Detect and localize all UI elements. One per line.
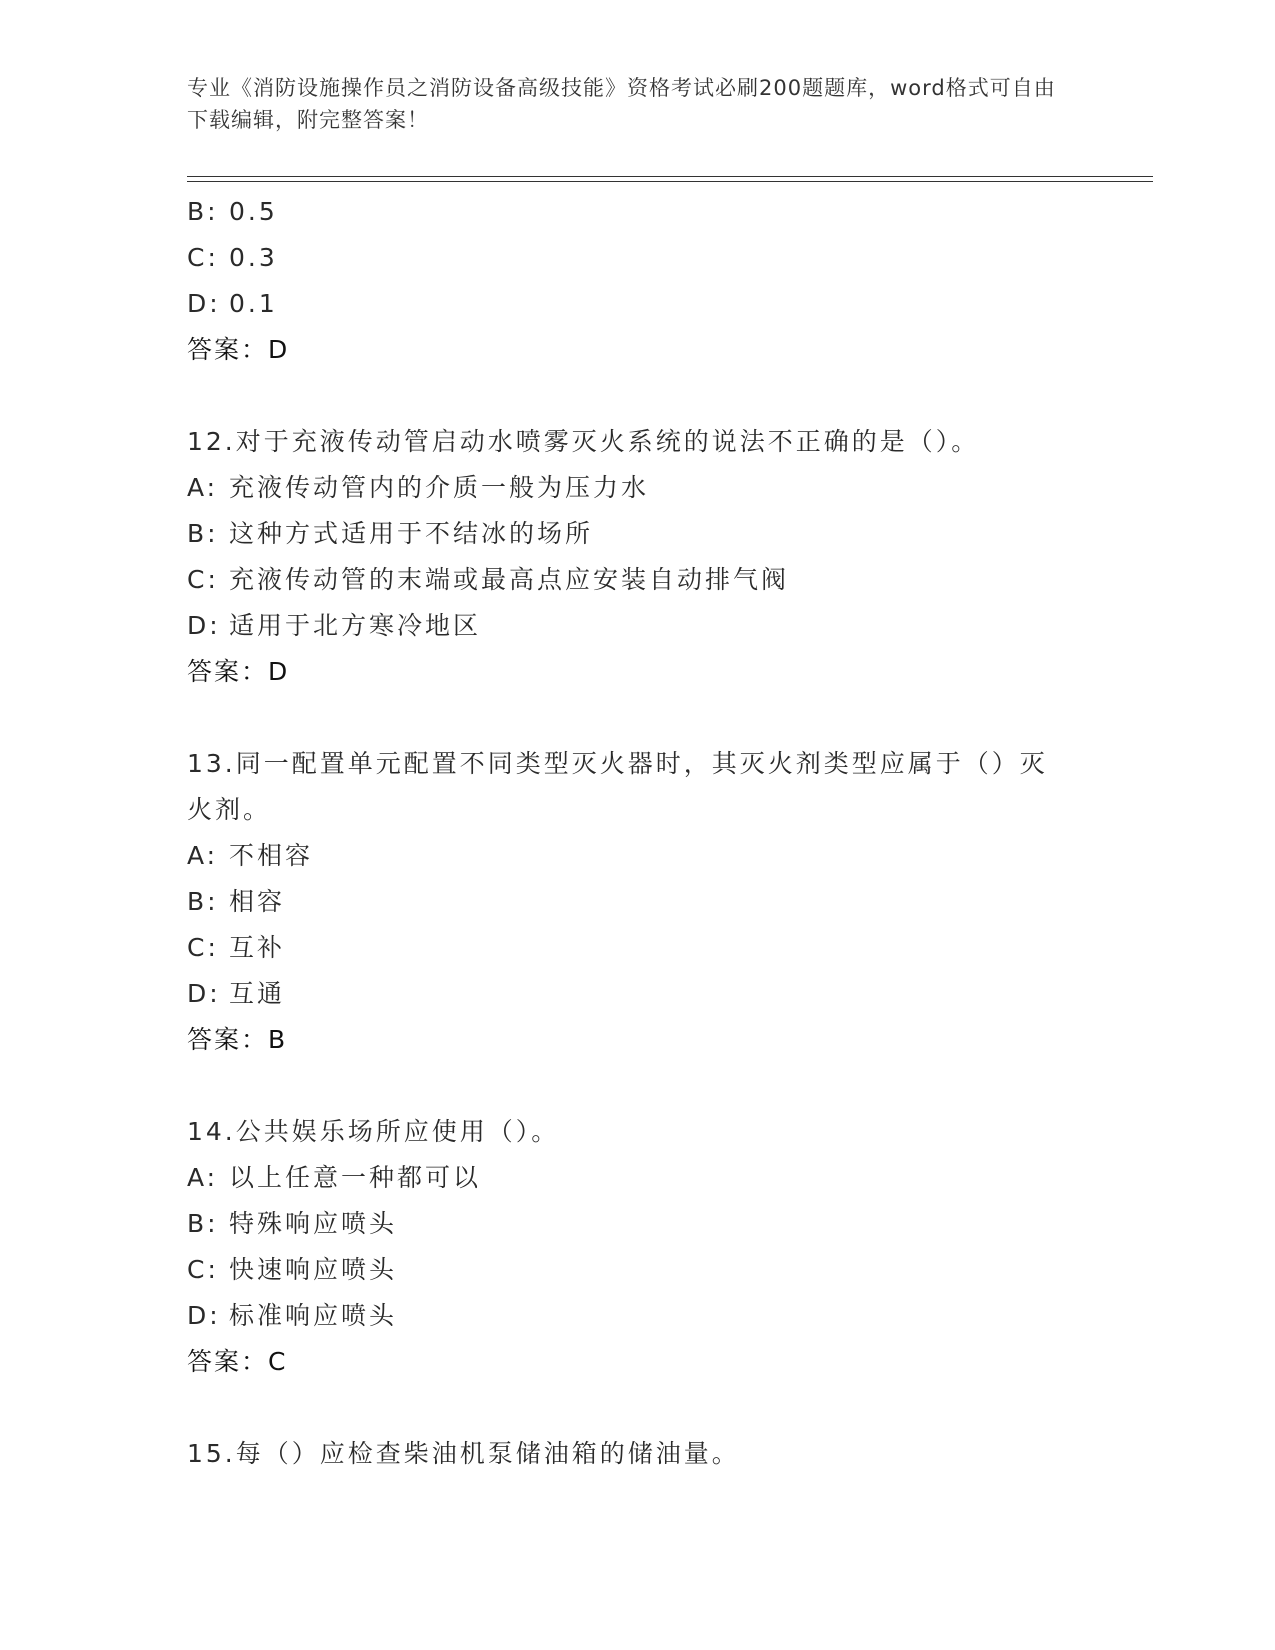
option-c: C: 互补 — [187, 933, 286, 962]
option-b: B: 0.5 — [187, 197, 278, 226]
question-text: 13.同一配置单元配置不同类型灭火器时，其灭火剂类型应属于（）灭火剂。 — [187, 749, 1048, 824]
question-text: 12.对于充液传动管启动水喷雾灭火系统的说法不正确的是（）。 — [187, 427, 980, 456]
option-a: A: 充液传动管内的介质一般为压力水 — [187, 473, 650, 502]
option-b: B: 相容 — [187, 887, 286, 916]
question-14 — [187, 1109, 1087, 1385]
header-rule-bottom — [187, 181, 1153, 182]
question-11-tail — [187, 189, 1087, 373]
answer: 答案：D — [187, 335, 290, 364]
option-b: B: 特殊响应喷头 — [187, 1209, 398, 1238]
question-text: 14.公共娱乐场所应使用（）。 — [187, 1117, 560, 1146]
option-d: D: 0.1 — [187, 289, 278, 318]
document-header: 专业《消防设施操作员之消防设备高级技能》资格考试必刷200题题库，word格式可自由下载编辑，附完整答案！ — [187, 76, 1056, 132]
option-a: A: 不相容 — [187, 841, 314, 870]
document-body — [187, 189, 1087, 1477]
question-text: 15.每（）应检查柴油机泵储油箱的储油量。 — [187, 1439, 740, 1468]
option-d: D: 互通 — [187, 979, 286, 1008]
question-13 — [187, 741, 1087, 1063]
option-c: C: 充液传动管的末端或最高点应安装自动排气阀 — [187, 565, 790, 594]
answer: 答案：C — [187, 1347, 288, 1376]
question-12 — [187, 419, 1087, 695]
answer: 答案：D — [187, 657, 290, 686]
option-c: C: 快速响应喷头 — [187, 1255, 398, 1284]
option-b: B: 这种方式适用于不结冰的场所 — [187, 519, 594, 548]
option-d: D: 标准响应喷头 — [187, 1301, 398, 1330]
option-a: A: 以上任意一种都可以 — [187, 1163, 482, 1192]
answer: 答案：B — [187, 1025, 288, 1054]
header-rule-top — [187, 176, 1153, 177]
option-c: C: 0.3 — [187, 243, 278, 272]
option-d: D: 适用于北方寒冷地区 — [187, 611, 482, 640]
question-15 — [187, 1431, 1087, 1477]
